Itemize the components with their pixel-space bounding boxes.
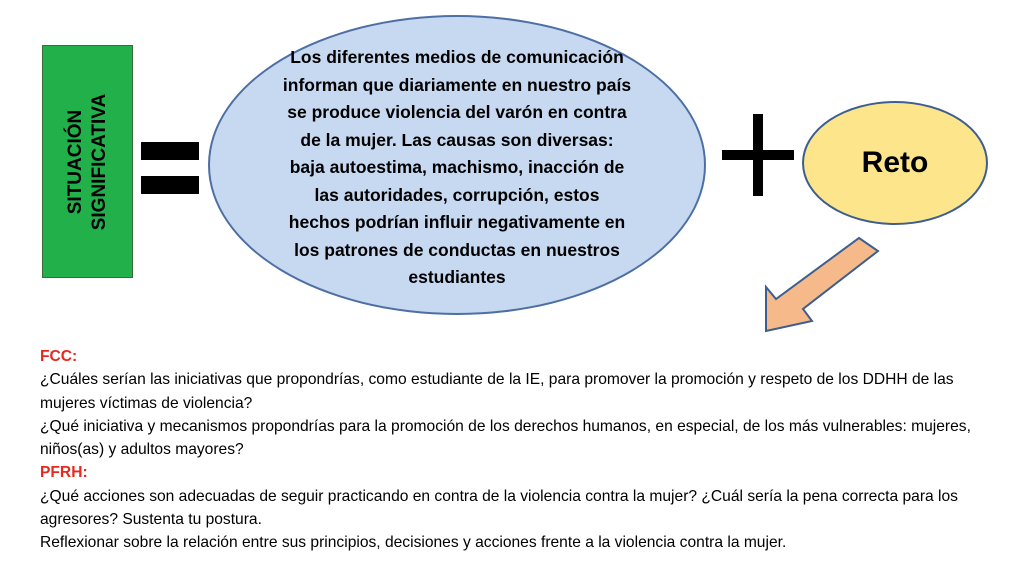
arrow-shape bbox=[766, 238, 878, 331]
situacion-significativa-label bbox=[64, 42, 112, 282]
fcc-question-2: ¿Qué iniciativa y mecanismos propondrías para la promoción de los derechos humanos, en especial, de los más vulnerables: mujeres, niños(as) y adultos mayores? bbox=[40, 417, 971, 459]
pfrh-question-2: Reflexionar sobre la relación entre sus principios, decisiones y acciones frente a la violencia contra la mujer. bbox=[40, 534, 787, 552]
plus-bar-vertical bbox=[753, 114, 763, 196]
context-text: Los diferentes medios de comunicación informan que diariamente en nuestro país se produce violencia del varón en contra de la mujer. Las causas son diversas: baja autoestima, machismo, inacción de las autoridades, corrupción, estos hechos podrían influir negativamente en los patrones de conductas en nuestros estudiantes bbox=[282, 47, 632, 287]
equals-bar-bottom bbox=[141, 176, 199, 194]
fcc-label: FCC: bbox=[40, 348, 78, 365]
pfrh-question-1: ¿Qué acciones son adecuadas de seguir practicando en contra de la violencia contra la mujer? ¿Cuál sería la pena correcta para los agresores? Sustenta tu postura. bbox=[40, 487, 958, 529]
equals-bar-top bbox=[141, 142, 199, 160]
situacion-label-line2: SIGNIFICATIVA bbox=[89, 93, 110, 231]
reto-circle bbox=[802, 101, 988, 225]
reto-label: Reto bbox=[861, 146, 929, 179]
situacion-label-line1: SITUACIÓN bbox=[65, 109, 86, 215]
questions-block bbox=[40, 345, 975, 555]
down-left-arrow-icon bbox=[750, 228, 890, 338]
fcc-question-1: ¿Cuáles serían las iniciativas que propondrías, como estudiante de la IE, para promover la promoción y respeto de los DDHH de las mujeres víctimas de violencia? bbox=[40, 371, 954, 412]
pfrh-label: PFRH: bbox=[40, 464, 88, 482]
